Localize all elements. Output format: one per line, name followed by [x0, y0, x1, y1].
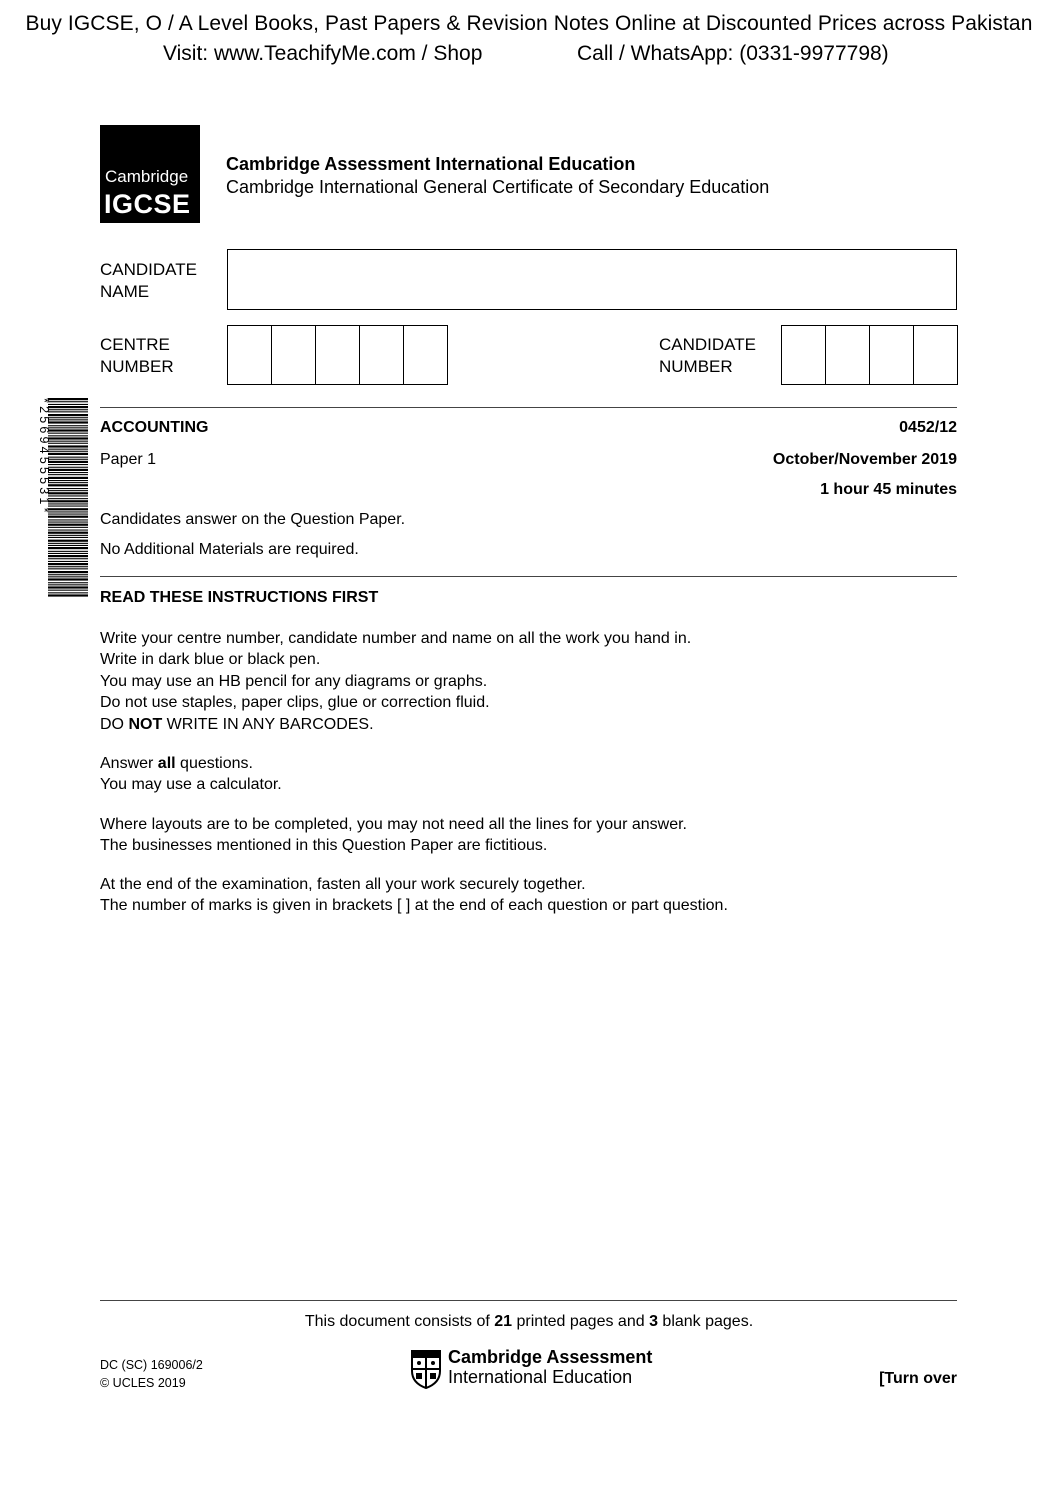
divider [100, 576, 957, 577]
banner-call: Call / WhatsApp: (0331-9977798) [577, 42, 889, 65]
instructions-block-4: At the end of the examination, fasten all your work securely together. The number of marks is given in brackets [ ] at the end of each question or part question. [100, 876, 728, 915]
cambridge-igcse-logo [100, 125, 200, 223]
banner-visit: Visit: www.TeachifyMe.com / Shop [163, 42, 483, 65]
digit-box[interactable] [316, 326, 360, 384]
logo-line2: IGCSE [104, 189, 191, 219]
digit-box[interactable] [272, 326, 316, 384]
materials-note: No Additional Materials are required. [100, 541, 359, 558]
exam-duration: 1 hour 45 minutes [820, 481, 957, 498]
barcode-bars [48, 398, 88, 597]
candidate-name-label: CANDIDATE NAME [100, 260, 197, 301]
digit-box[interactable] [404, 326, 447, 384]
barcode-digits: *2569455531* [37, 398, 51, 516]
digit-box[interactable] [870, 326, 914, 384]
org-name: Cambridge Assessment International Education [226, 154, 636, 174]
digit-box[interactable] [826, 326, 870, 384]
candidate-name-field[interactable] [227, 249, 957, 310]
digit-box[interactable] [782, 326, 826, 384]
barcode-instruction: DO NOT WRITE IN ANY BARCODES. [100, 715, 374, 733]
digit-box[interactable] [360, 326, 404, 384]
digit-box[interactable] [914, 326, 957, 384]
qualification-name: Cambridge International General Certificate of Secondary Education [226, 177, 770, 197]
barcode [32, 398, 90, 598]
exam-session: October/November 2019 [772, 451, 957, 468]
instructions-block-1: Write your centre number, candidate number and name on all the work you hand in. Write in dark blue or black pen. You may use an HB pencil for any diagrams or graphs. Do not use staples, paper clips, glue or correction fluid. DO NOT WRITE IN ANY BARCODES. [100, 628, 691, 735]
shield-icon [410, 1349, 442, 1389]
document-code: DC (SC) 169006/2 © UCLES 2019 [100, 1358, 203, 1390]
cambridge-assessment-logo: Cambridge Assessment International Education [410, 1347, 670, 1391]
answer-note: Candidates answer on the Question Paper. [100, 511, 406, 528]
banner-line: Buy IGCSE, O / A Level Books, Past Papers & Revision Notes Online at Discounted Prices across Pakistan [25, 12, 1033, 35]
page-count: This document consists of 21 printed pages and 3 blank pages. [304, 1313, 754, 1330]
turn-over: [Turn over [879, 1370, 957, 1387]
centre-number-label: CENTRE NUMBER [100, 335, 174, 376]
instructions-heading: READ THESE INSTRUCTIONS FIRST [100, 589, 379, 606]
paper-number: Paper 1 [100, 451, 157, 468]
syllabus-code: 0452/12 [899, 419, 957, 436]
centre-number-field[interactable] [227, 325, 448, 385]
digit-box[interactable] [228, 326, 272, 384]
instructions-block-3: Where layouts are to be completed, you may not need all the lines for your answer. The businesses mentioned in this Question Paper are fictitious. [100, 816, 687, 855]
candidate-number-label: CANDIDATE NUMBER [659, 335, 756, 376]
divider [100, 1300, 957, 1301]
answer-instruction: Answer all questions. [100, 755, 253, 772]
divider [100, 407, 957, 408]
instructions-block-2: Answer all questions. You may use a calculator. [100, 755, 282, 794]
candidate-number-field[interactable] [781, 325, 958, 385]
logo-line1: Cambridge [105, 167, 189, 186]
subject: ACCOUNTING [100, 419, 209, 436]
